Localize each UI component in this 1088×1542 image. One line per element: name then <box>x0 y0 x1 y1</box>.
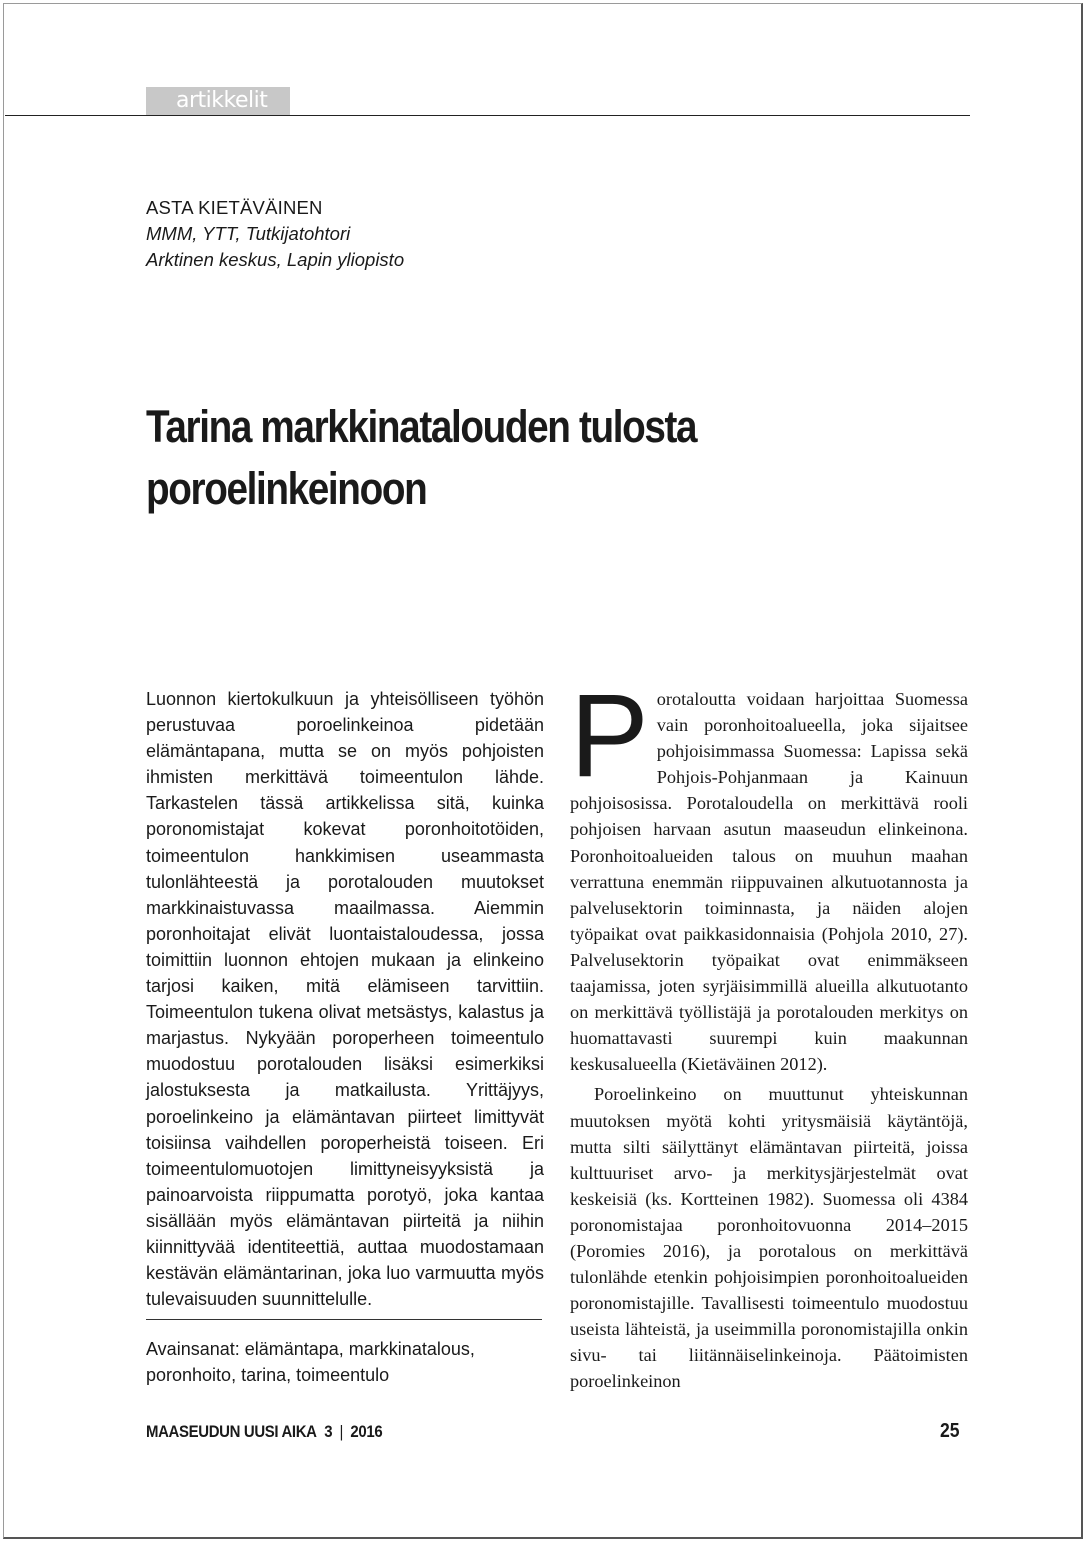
section-label: artikkelit <box>146 87 290 115</box>
article-title-line-1: Tarina markkinatalouden tulosta <box>146 401 697 452</box>
keywords-line-2: poronhoito, tarina, toimeentulo <box>146 1365 390 1385</box>
abstract: Luonnon kiertokulkuun ja yhteisölliseen työhön perustuvaa poroelinkeinoa pidetään elämäntapana, mutta se on myös pohjoisten ihmisten merkittävä toimeentulon lähde. Tarkastelen tässä artikkelissa sitä, kuinka poronomistajat kokevat poronhoitotöiden, toimeentulon hankkimisen useammasta tulonlähteestä ja porotalouden muutokset markkinaistuvassa maailmassa. Aiemmin poronhoitajat elivät luontaistaloudessa, jossa toimittiin luonnon ehtojen mukaan ja elinkeino tarjosi kaiken, mitä elämiseen tarvittiin. Toimeentulon tukena olivat metsästys, kalastus ja marjastus. Nykyään poroperheen toimeentulo muodostuu porotalouden lisäksi esimerkiksi jalostuksesta ja matkailusta. Yrittäjyys, poroelinkeino ja elämäntavan piirteet limittyvät toisiinsa vaihdellen poroperheistä toiseen. Eri toimeentulomuotojen limittyneisyyksistä ja painoarvoista riippumatta porotyö, joka kantaa sisällään myös elämäntavan piirteitä ja niihin kiinnittyvää identiteettiä, auttaa muodostamaan kestävän elämäntarinan, joka luo varmuutta myös tulevaisuuden suunnittelulle. <box>146 689 544 1310</box>
footer-journal <box>146 1422 382 1442</box>
author-name: ASTA KIETÄVÄINEN <box>146 197 323 218</box>
author-role: MMM, YTT, Tutkijatohtori <box>146 223 351 244</box>
article-title <box>146 396 834 520</box>
article-title-line-2: poroelinkeinoon <box>146 463 427 514</box>
journal-name: MAASEUDUN UUSI AIKA <box>146 1422 317 1441</box>
journal-issue: 3 <box>324 1422 333 1441</box>
page-number: 25 <box>940 1420 960 1442</box>
body-paragraph-1-text: orotaloutta voidaan harjoittaa Suomessa vain poronhoitoalueella, joka sijaitsee pohjoisimmassa Suomessa: Lapissa sekä Pohjois-Pohjanmaan ja Kainuun pohjoisosissa. Porotaloudella on merkittävä rooli pohjoisen harvaan asutun maaseudun elinkeinona. Poronhoitoalueiden talous on muuhun maahan verrattuna enemmän riippuvainen alkutuotannosta ja palvelusektorin toiminnasta, ja näiden alojen työpaikat ovat paikkasidonnaisia (Pohjola 2010, 27). Palvelusektorin työpaikat ovat enimmäkseen taajamissa, joten syrjäisimmillä alueilla alkutuotanto on merkittävä työllistäjä ja porotalouden merkitys on huomattavasti suurempi kuin maakunnan keskusalueella (Kietäväinen 2012). <box>570 689 968 1075</box>
footer-separator: | <box>339 1422 344 1441</box>
keywords-line-1: Avainsanat: elämäntapa, markkinatalous, <box>146 1339 475 1359</box>
header-rule <box>5 115 970 116</box>
drop-cap: P <box>570 670 649 802</box>
author-block <box>146 195 404 273</box>
keywords <box>146 1336 544 1388</box>
abstract-divider <box>146 1319 542 1320</box>
body-paragraph-1 <box>570 670 968 1077</box>
journal-year: 2016 <box>350 1422 383 1441</box>
body-paragraph-2: Poroelinkeino on muuttunut yhteiskunnan muutoksen myötä kohti yritysmäisiä käytäntöjä, mutta silti säilyttänyt elämäntavan piirteitä, joissa kulttuuriset arvo- ja merkitysjärjestelmät ovat keskeisiä (ks. Kortteinen 1982). Suomessa oli 4384 poronomistajaa poronhoitovuonna 2014–2015 (Poromies 2016), ja porotalous on merkittävä tulonlähde etenkin pohjoisimpien poronhoitoalueiden poronomistajille. Tavallisesti toimeentulo muodostuu useista lähteistä, ja useimmilla poronomistajilla onkin sivu- tai liitännäiselinkeinoja. Päätoimisten poroelinkeinon <box>570 1084 968 1392</box>
author-affiliation: Arktinen keskus, Lapin yliopisto <box>146 249 405 270</box>
body-text <box>570 670 968 1395</box>
